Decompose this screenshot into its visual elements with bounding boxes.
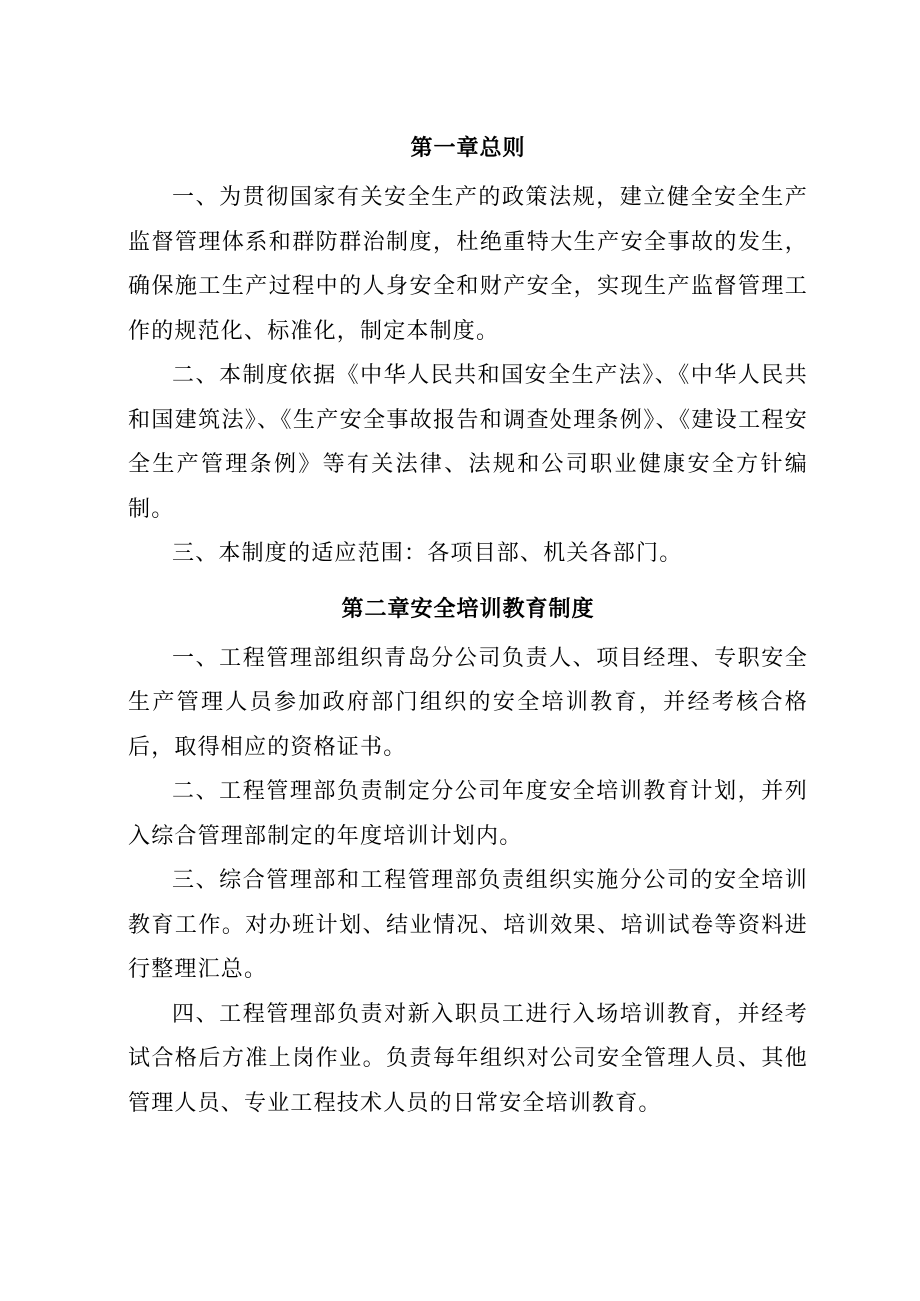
- chapter-2-paragraph-4: 四、工程管理部负责对新入职员工进行入场培训教育，并经考试合格后方准上岗作业。负责每年组织对公司安全管理人员、其他管理人员、专业工程技术人员的日常安全培训教育。: [128, 1001, 808, 1116]
- chapter-1-paragraph-1: 一、为贯彻国家有关安全生产的政策法规，建立健全安全生产监督管理体系和群防群治制度，杜绝重特大生产安全事故的发生，确保施工生产过程中的人身安全和财产安全，实现生产监督管理工作的规范化、标准化，制定本制度。: [128, 185, 808, 344]
- chapter-2-paragraph-3: 三、综合管理部和工程管理部负责组织实施分公司的安全培训教育工作。对办班计划、结业情况、培训效果、培训试卷等资料进行整理汇总。: [128, 868, 808, 982]
- chapter-2-paragraph-2: 二、工程管理部负责制定分公司年度安全培训教育计划，并列入综合管理部制定的年度培训计划内。: [128, 779, 808, 849]
- chapter-2-paragraph-1: 一、工程管理部组织青岛分公司负责人、项目经理、专职安全生产管理人员参加政府部门组织的安全培训教育，并经考核合格后，取得相应的资格证书。: [128, 645, 808, 760]
- chapter-1-paragraph-2: 二、本制度依据《中华人民共和国安全生产法》、《中华人民共和国建筑法》、《生产安全事故报告和调查处理条例》、《建设工程安全生产管理条例》等有关法律、法规和公司职业健康安全方针编制。: [128, 363, 808, 522]
- chapter-1-paragraph-3: 三、本制度的适应范围：各项目部、机关各部门。: [172, 541, 683, 566]
- chapter-2-title: 第二章安全培训教育制度: [341, 595, 595, 622]
- chapter-1-title: 第一章总则: [410, 135, 526, 161]
- document-body: [128, 128, 808, 1126]
